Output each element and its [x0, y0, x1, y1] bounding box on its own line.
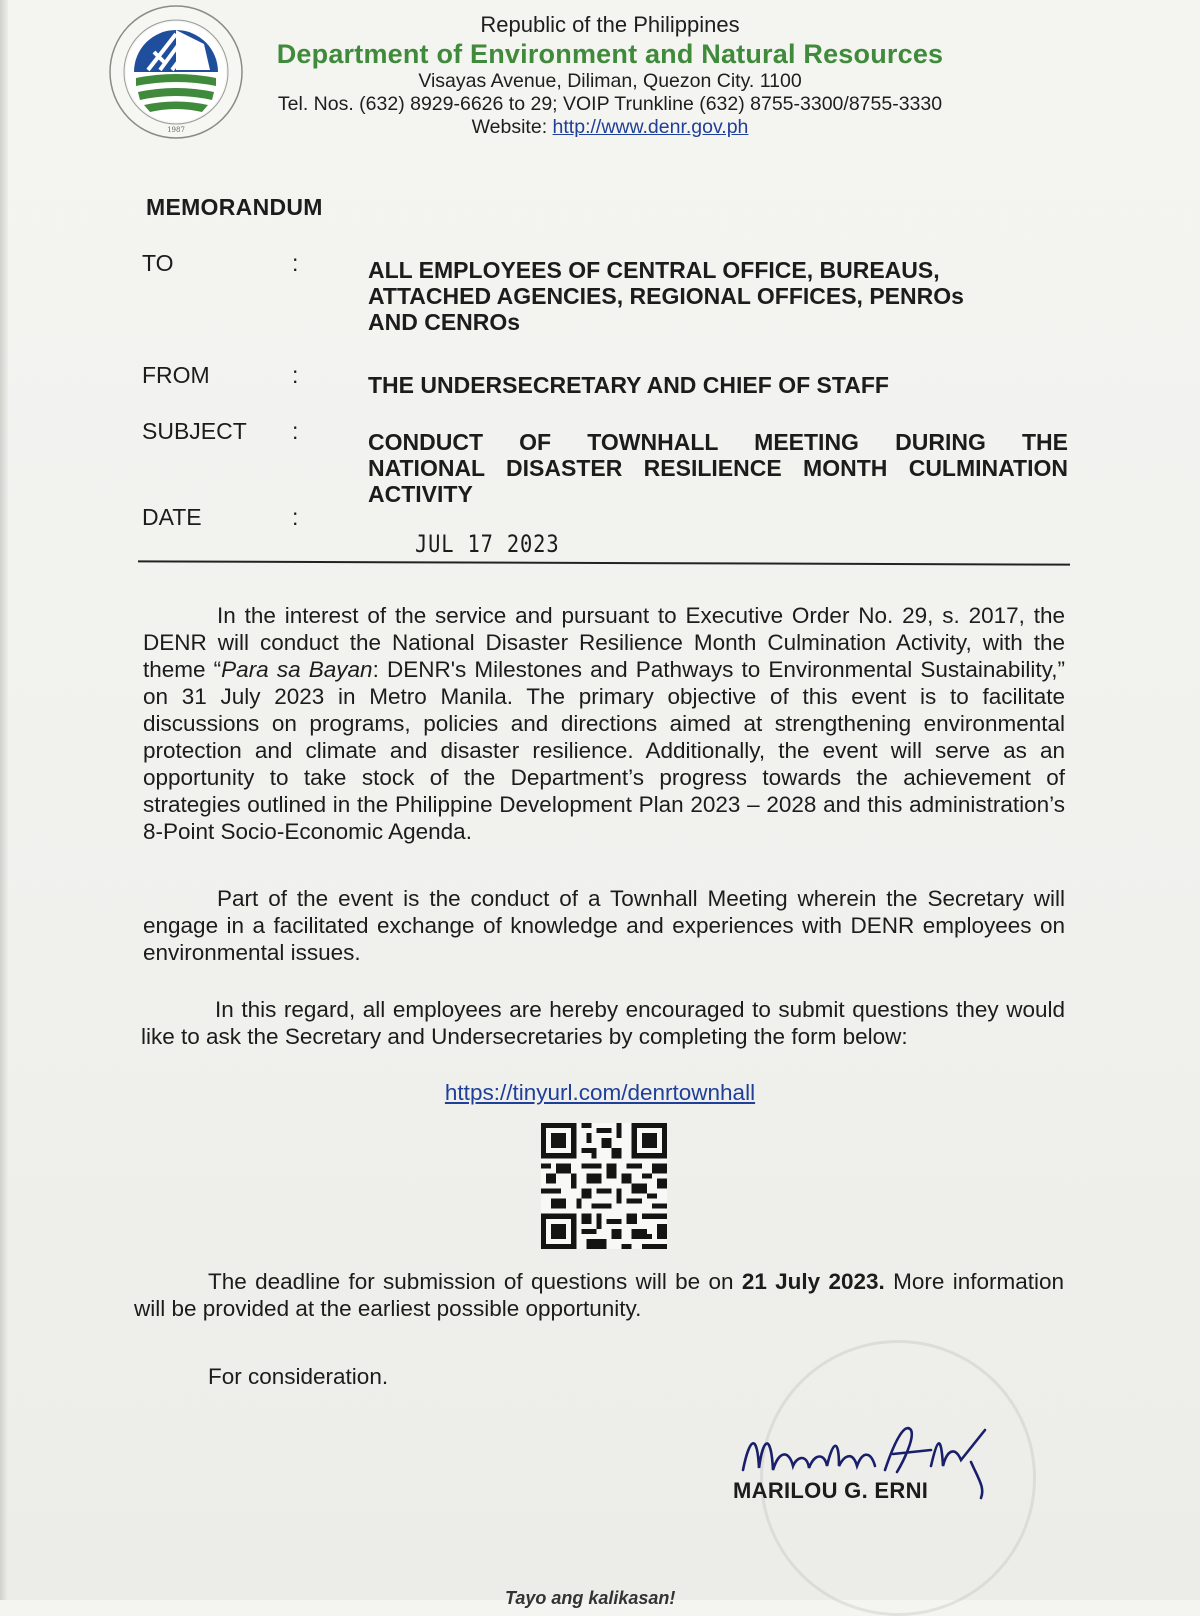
p4-text-b: More information will be provided at the earliest possible opportunity.: [134, 1269, 1064, 1321]
denr-seal-logo: [108, 4, 244, 140]
footer-slogan: Tayo ang kalikasan!: [505, 1588, 676, 1608]
to-label: TO: [142, 250, 174, 276]
from-colon: :: [292, 362, 299, 388]
subject-colon: :: [292, 418, 299, 444]
qr-code[interactable]: [541, 1123, 667, 1249]
subject-label: SUBJECT: [142, 418, 247, 444]
paragraph-4: [134, 1268, 1064, 1322]
p3-text: In this regard, all employees are hereby encouraged to submit questions they would like to ask the Secretary and Undersecretaries by completing the form below:: [141, 997, 1065, 1049]
p4-deadline: 21 July 2023.: [741, 1269, 885, 1294]
date-stamp: JUL 17 2023: [415, 530, 560, 558]
letterhead: [250, 12, 970, 139]
subject-line: ACTIVITY: [368, 481, 473, 507]
subject-value: [368, 429, 1068, 507]
p1-theme: Para sa Bayan: [221, 657, 373, 682]
date-label: DATE: [142, 504, 202, 530]
date-colon: :: [292, 504, 299, 530]
seal-year: 1987: [167, 126, 185, 134]
from-value: THE UNDERSECRETARY AND CHIEF OF STAFF: [368, 372, 889, 398]
signatory-name: MARILOU G. ERNI: [733, 1478, 929, 1503]
subject-line: NATIONAL DISASTER RESILIENCE MONTH CULMINATION: [368, 455, 1068, 481]
paragraph-2: [143, 885, 1065, 966]
subject-line: CONDUCT OF TOWNHALL MEETING DURING THE: [368, 429, 1068, 455]
telephone-line: Tel. Nos. (632) 8929-6626 to 29; VOIP Trunkline (632) 8755-3300/8755-3330: [277, 93, 943, 115]
paragraph-3: [141, 996, 1065, 1050]
p1-text-b: : DENR's Milestones and Pathways to Environmental Sustainability,” on 31 July 2023 in Metro Manila. The primary objective of this event is to facilitate discussions on programs, policies and directions aimed at strengthening environmental protection and climate and disaster resilience. Additionally, the event will serve as an opportunity to take stock of the Department’s progress towards the achievement of strategies outlined in the Philippine Development Plan 2023 – 2028 and this administration’s 8-Point Socio-Economic Agenda.: [143, 657, 1065, 844]
to-line: ATTACHED AGENCIES, REGIONAL OFFICES, PENROs: [368, 283, 964, 309]
website-label: Website:: [471, 116, 553, 138]
form-url-link[interactable]: https://tinyurl.com/denrtownhall: [444, 1080, 756, 1105]
website-link[interactable]: http://www.denr.gov.ph: [552, 116, 749, 138]
website-line: [250, 116, 970, 139]
to-value: [368, 257, 1068, 335]
to-line: AND CENROs: [368, 309, 521, 335]
p1-text-a: In the interest of the service and pursuant to Executive Order No. 29, s. 2017, the DENR will conduct the National Disaster Resilience Month Culmination Activity, with the theme “: [143, 603, 1065, 682]
form-url-line: [300, 1080, 900, 1106]
p2-text: Part of the event is the conduct of a Townhall Meeting wherein the Secretary will engage in a facilitated exchange of knowledge and experiences with DENR employees on environmental issues.: [143, 886, 1065, 965]
address-line: Visayas Avenue, Diliman, Quezon City. 1100: [418, 70, 802, 92]
to-colon: :: [292, 250, 299, 276]
department-name: Department of Environment and Natural Resources: [276, 39, 944, 69]
paragraph-1: [143, 602, 1065, 845]
p4-text-a: The deadline for submission of questions will be on: [208, 1269, 742, 1294]
to-line: ALL EMPLOYEES OF CENTRAL OFFICE, BUREAUS,: [368, 257, 940, 283]
republic-line: Republic of the Philippines: [480, 12, 740, 37]
page-edge-shadow: [0, 0, 8, 1600]
closing-line: For consideration.: [208, 1364, 389, 1389]
from-label: FROM: [142, 362, 210, 388]
header-divider: [138, 560, 1070, 565]
memo-title: MEMORANDUM: [146, 194, 323, 220]
